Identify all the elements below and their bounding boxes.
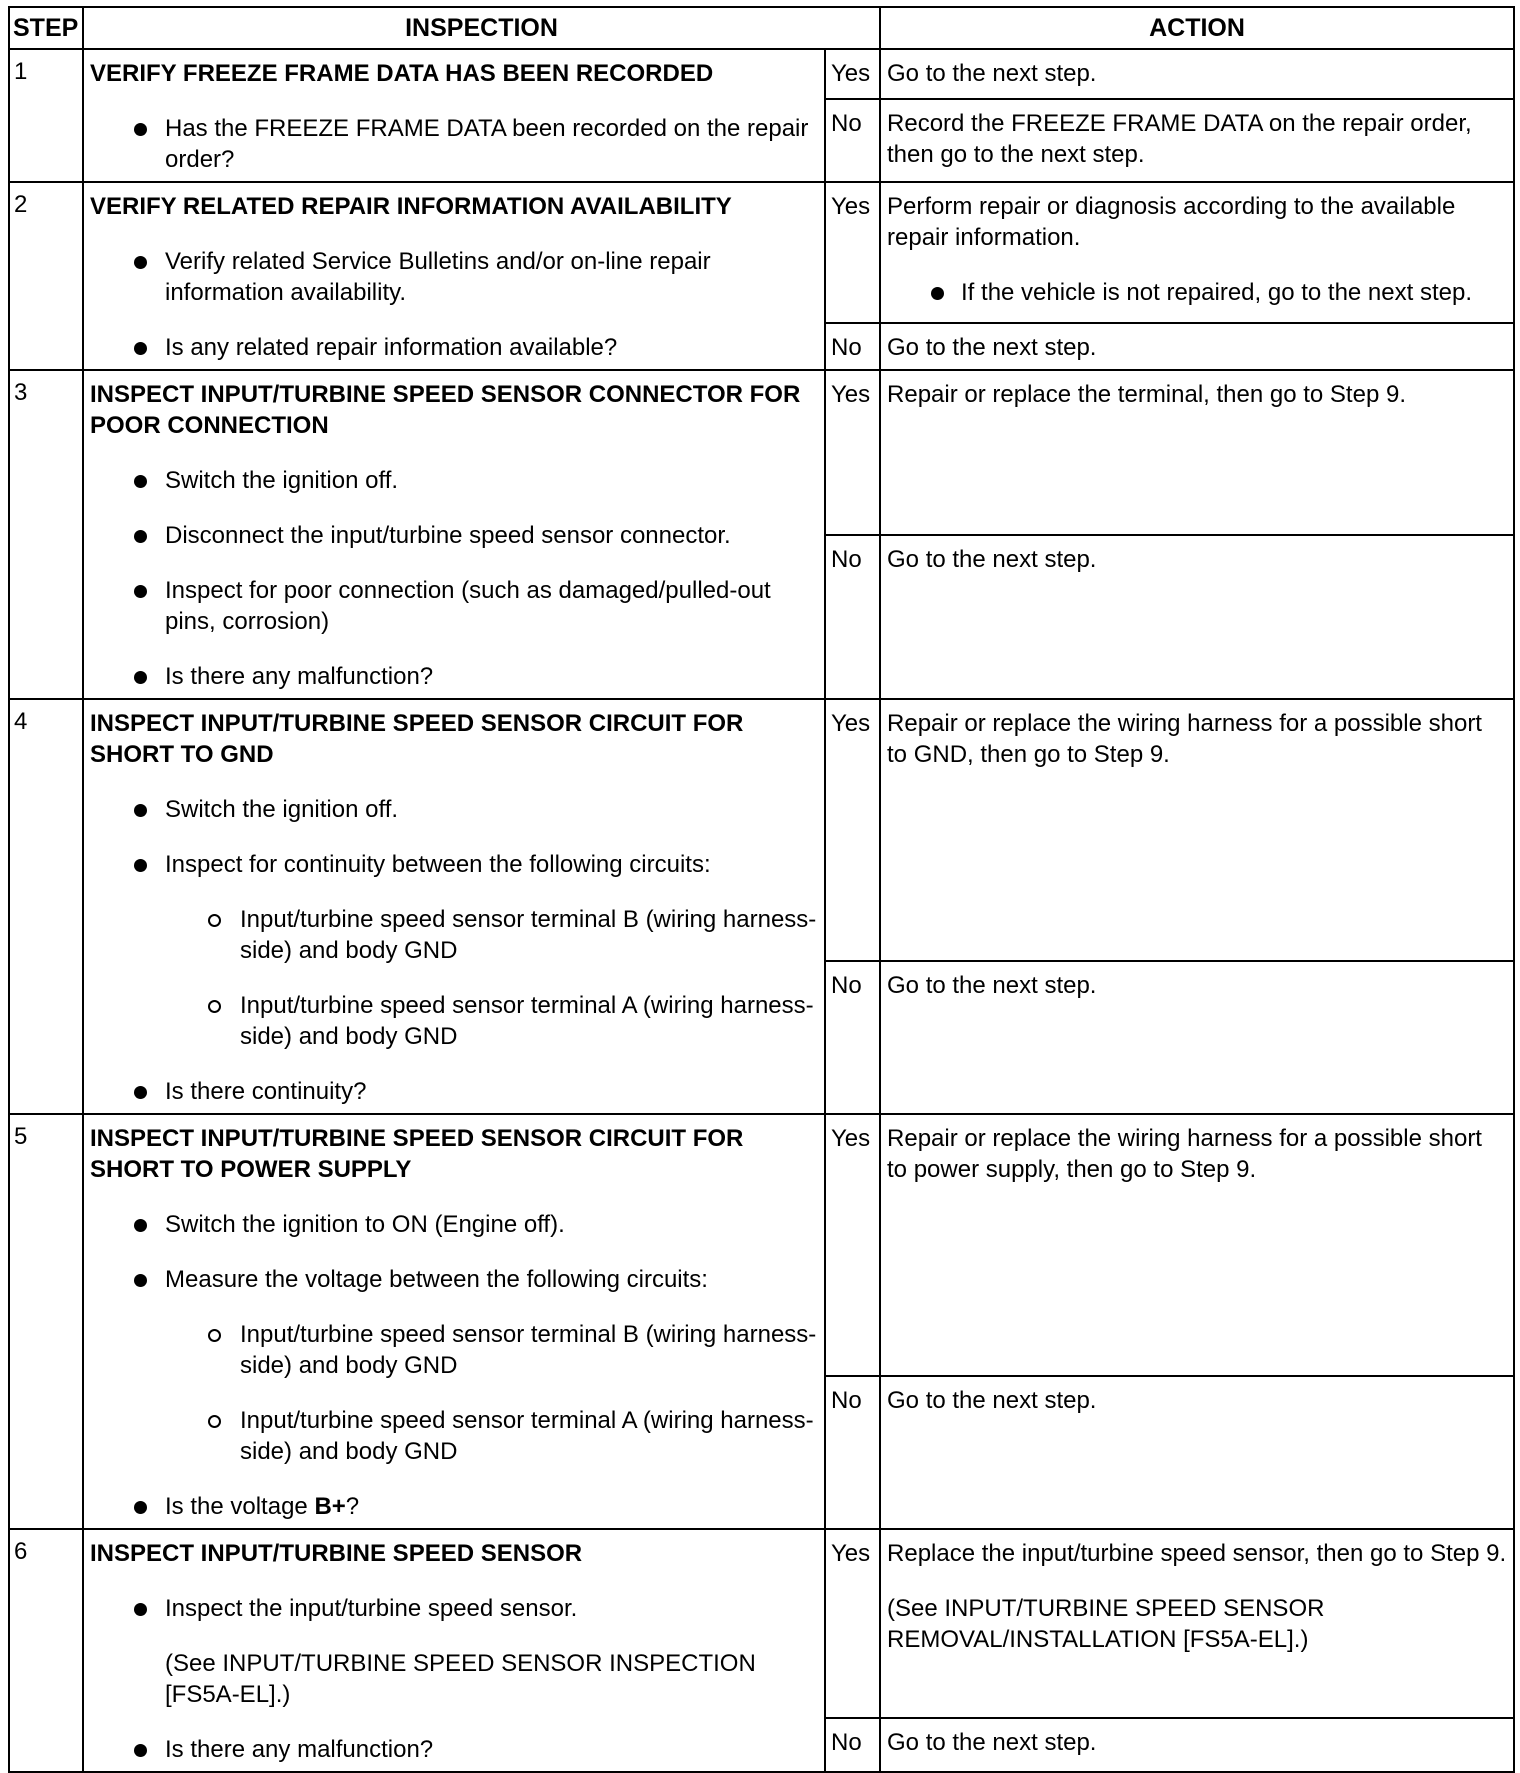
step-title: INSPECT INPUT/TURBINE SPEED SENSOR	[90, 1540, 583, 1567]
question-mark: ?	[345, 1493, 360, 1520]
yes-action-cell	[880, 1529, 1514, 1718]
bullet-item: Inspect the input/turbine speed sensor.	[90, 1593, 818, 1624]
bullet-item: Verify related Service Bulletins and/or on-line repair information availability.	[90, 246, 818, 308]
bullet-item: Is there any malfunction?	[90, 661, 818, 692]
no-action: Go to the next step.	[880, 1376, 1514, 1529]
step-5-inspection	[83, 1114, 825, 1529]
step-1-yes-row	[9, 49, 1514, 99]
step-2-inspection	[83, 182, 825, 370]
yes-action-bullet: If the vehicle is not repaired, go to the next step.	[887, 277, 1507, 308]
no-action: Go to the next step.	[880, 323, 1514, 370]
bullet-item: Inspect for poor connection (such as damaged/pulled-out pins, corrosion)	[90, 575, 818, 637]
step-number: 2	[9, 182, 83, 370]
action-column-header: ACTION	[880, 7, 1514, 49]
step-title: VERIFY RELATED REPAIR INFORMATION AVAILABILITY	[90, 193, 732, 220]
step-title: INSPECT INPUT/TURBINE SPEED SENSOR CIRCUIT FOR SHORT TO POWER SUPPLY	[90, 1125, 744, 1183]
diagnostic-procedure	[8, 6, 1513, 1763]
yes-action: Go to the next step.	[880, 49, 1514, 99]
question-text: Is the voltage	[165, 1493, 315, 1520]
bullet-item: Inspect for continuity between the following circuits:	[90, 849, 818, 880]
no-label: No	[825, 535, 880, 700]
step-1-inspection	[83, 49, 825, 182]
bullet-item: Switch the ignition to ON (Engine off).	[90, 1209, 818, 1240]
bullet-item: Has the FREEZE FRAME DATA been recorded on the repair order?	[90, 113, 818, 175]
bullet-item	[90, 1491, 818, 1522]
bullet-item: Measure the voltage between the following circuits:	[90, 1264, 818, 1295]
no-label: No	[825, 961, 880, 1114]
yes-label: Yes	[825, 370, 880, 535]
reference-text: (See INPUT/TURBINE SPEED SENSOR INSPECTION [FS5A-EL].)	[165, 1650, 756, 1708]
bullet-item: Is there any malfunction?	[90, 1734, 818, 1765]
step-4-yes-row	[9, 699, 1514, 961]
yes-action-cell	[880, 182, 1514, 323]
no-label: No	[825, 99, 880, 182]
bullet-item: Switch the ignition off.	[90, 794, 818, 825]
bullet-item: Is there continuity?	[90, 1076, 818, 1107]
no-action: Record the FREEZE FRAME DATA on the repair order, then go to the next step.	[880, 99, 1514, 182]
step-title: INSPECT INPUT/TURBINE SPEED SENSOR CONNECTOR FOR POOR CONNECTION	[90, 381, 801, 439]
step-number: 3	[9, 370, 83, 699]
yes-label: Yes	[825, 1114, 880, 1376]
no-label: No	[825, 1718, 880, 1772]
step-6-yes-row	[9, 1529, 1514, 1718]
yes-action: Repair or replace the wiring harness for a possible short to GND, then go to Step 9.	[880, 699, 1514, 961]
step-2-yes-row	[9, 182, 1514, 323]
yes-label: Yes	[825, 1529, 880, 1718]
sub-bullet-item: Input/turbine speed sensor terminal B (wiring harness-side) and body GND	[90, 904, 818, 966]
yes-action: Perform repair or diagnosis according to the available repair information.	[887, 193, 1456, 251]
diagnostic-table	[8, 6, 1515, 1773]
no-action: Go to the next step.	[880, 961, 1514, 1114]
step-3-yes-row	[9, 370, 1514, 535]
yes-label: Yes	[825, 699, 880, 961]
bullet-item: Is any related repair information available?	[90, 332, 818, 363]
yes-label: Yes	[825, 49, 880, 99]
yes-action: Repair or replace the terminal, then go to Step 9.	[880, 370, 1514, 535]
no-label: No	[825, 323, 880, 370]
yes-action: Replace the input/turbine speed sensor, then go to Step 9.	[887, 1540, 1507, 1567]
inspection-column-header: INSPECTION	[83, 7, 880, 49]
yes-action-reference: (See INPUT/TURBINE SPEED SENSOR REMOVAL/INSTALLATION [FS5A-EL].)	[887, 1595, 1325, 1653]
step-number: 5	[9, 1114, 83, 1529]
step-5-yes-row	[9, 1114, 1514, 1376]
no-action: Go to the next step.	[880, 1718, 1514, 1772]
bullet-item: Switch the ignition off.	[90, 465, 818, 496]
no-label: No	[825, 1376, 880, 1529]
sub-bullet-item: Input/turbine speed sensor terminal B (wiring harness-side) and body GND	[90, 1319, 818, 1381]
no-action: Go to the next step.	[880, 535, 1514, 700]
step-4-inspection	[83, 699, 825, 1114]
sub-bullet-item: Input/turbine speed sensor terminal A (wiring harness-side) and body GND	[90, 990, 818, 1052]
step-3-inspection	[83, 370, 825, 699]
voltage-value: B+	[314, 1493, 346, 1520]
table-header-row	[9, 7, 1514, 49]
yes-label: Yes	[825, 182, 880, 323]
step-number: 4	[9, 699, 83, 1114]
step-6-inspection	[83, 1529, 825, 1772]
bullet-item: Disconnect the input/turbine speed sensor connector.	[90, 520, 818, 551]
step-number: 6	[9, 1529, 83, 1772]
yes-action: Repair or replace the wiring harness for a possible short to power supply, then go to Step 9.	[880, 1114, 1514, 1376]
step-column-header: STEP	[9, 7, 83, 49]
sub-bullet-item: Input/turbine speed sensor terminal A (wiring harness-side) and body GND	[90, 1405, 818, 1467]
step-number: 1	[9, 49, 83, 182]
step-title: INSPECT INPUT/TURBINE SPEED SENSOR CIRCUIT FOR SHORT TO GND	[90, 710, 744, 768]
step-title: VERIFY FREEZE FRAME DATA HAS BEEN RECORDED	[90, 60, 714, 87]
